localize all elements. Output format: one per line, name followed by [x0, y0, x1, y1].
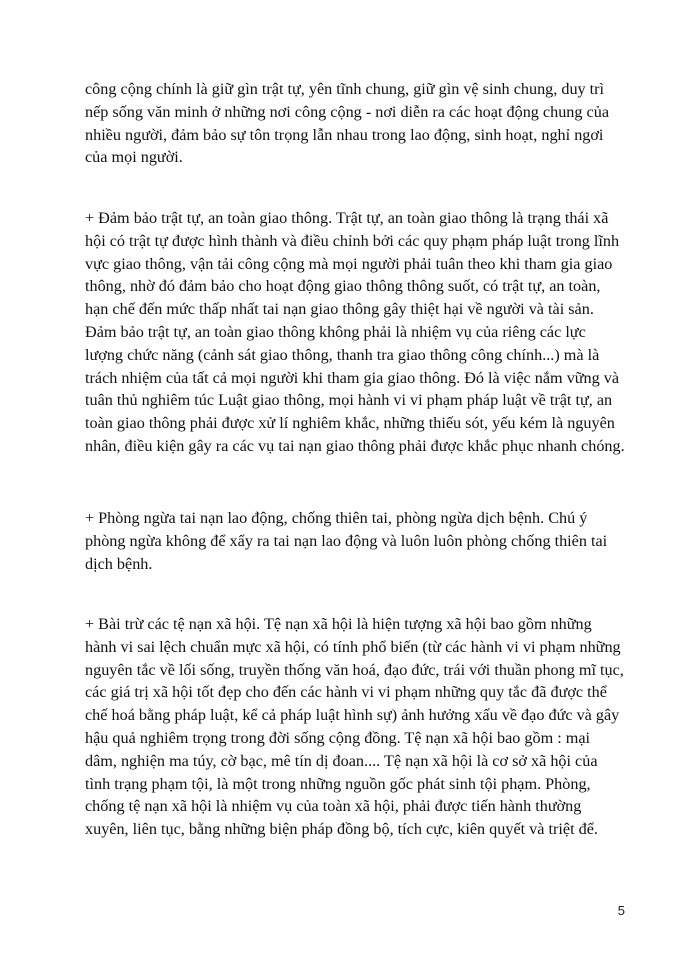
paragraph-accident-disaster-prevention: + Phòng ngừa tai nạn lao động, chống thiên tai, phòng ngừa dịch bệnh. Chú ý phòng ngừa không để xẩy ra tai nạn lao động và luôn luôn phòng chống thiên tai dịch bệnh. — [85, 509, 608, 573]
paragraph-social-evils: + Bài trừ các tệ nạn xã hội. Tệ nạn xã hội là hiện tượng xã hội bao gồm những hành vi sai lệch chuẩn mực xã hội, có tính phổ biến (từ các hành vi vi phạm những nguyên tắc về lối sống, truyền thống văn hoá, đạo đức, trái với thuần phong mĩ tục, các giá trị xã hội tốt đẹp cho đến các hành vi vi phạm những quy tắc đã được thể chế hoá bằng pháp luật, kể cả pháp luật hình sự) ảnh hưởng xấu về đạo đức và gây hậu quả nghiêm trọng trong đời sống cộng đồng. Tệ nạn xã hội bao gồm : mại dâm, nghiện ma túy, cờ bạc, mê tín dị đoan.... Tệ nạn xã hội là cơ sở xã hội của tình trạng phạm tội, là một trong những nguồn gốc phát sinh tội phạm. Phòng, chống tệ nạn xã hội là nhiệm vụ của toàn xã hội, phải được tiến hành thường xuyên, liên tục, bằng những biện pháp đồng bộ, tích cực, kiên quyết và triệt để. — [85, 615, 624, 839]
paragraph-public-order-continuation: công cộng chính là giữ gìn trật tự, yên tĩnh chung, giữ gìn vệ sinh chung, duy trì nếp sống văn minh ở những nơi công cộng - nơi diễn ra các hoạt động chung của nhiều người, đảm bảo sự tôn trọng lẫn nhau trong lao động, sinh hoạt, nghỉ ngơi của mọi người. — [85, 80, 609, 167]
paragraph-traffic-safety: + Đảm bảo trật tự, an toàn giao thông. Trật tự, an toàn giao thông là trạng thái xã hội có trật tự được hình thành và điều chỉnh bởi các quy phạm pháp luật trong lĩnh vực giao thông, vận tải công cộng mà mọi người phải tuân theo khi tham gia giao thông, nhờ đó đảm bảo cho hoạt động giao thông thông suốt, có trật tự, an toàn, hạn chế đến mức thấp nhất tai nạn giao thông gây thiệt hại về người và tài sản. Đảm bảo trật tự, an toàn giao thông không phải là nhiệm vụ của riêng các lực lượng chức năng (cảnh sát giao thông, thanh tra giao thông công chính...) mà là trách nhiệm của tất cả mọi người khi tham gia giao thông. Đó là việc nắm vững và tuân thủ nghiêm túc Luật giao thông, mọi hành vi vi phạm pháp luật về trật tự, an toàn giao thông phải được xử lí nghiêm khắc, những thiếu sót, yếu kém là nguyên nhân, điều kiện gây ra các vụ tai nạn giao thông phải được khắc phục nhanh chóng. — [85, 209, 625, 455]
page-number: 5 — [617, 903, 625, 918]
